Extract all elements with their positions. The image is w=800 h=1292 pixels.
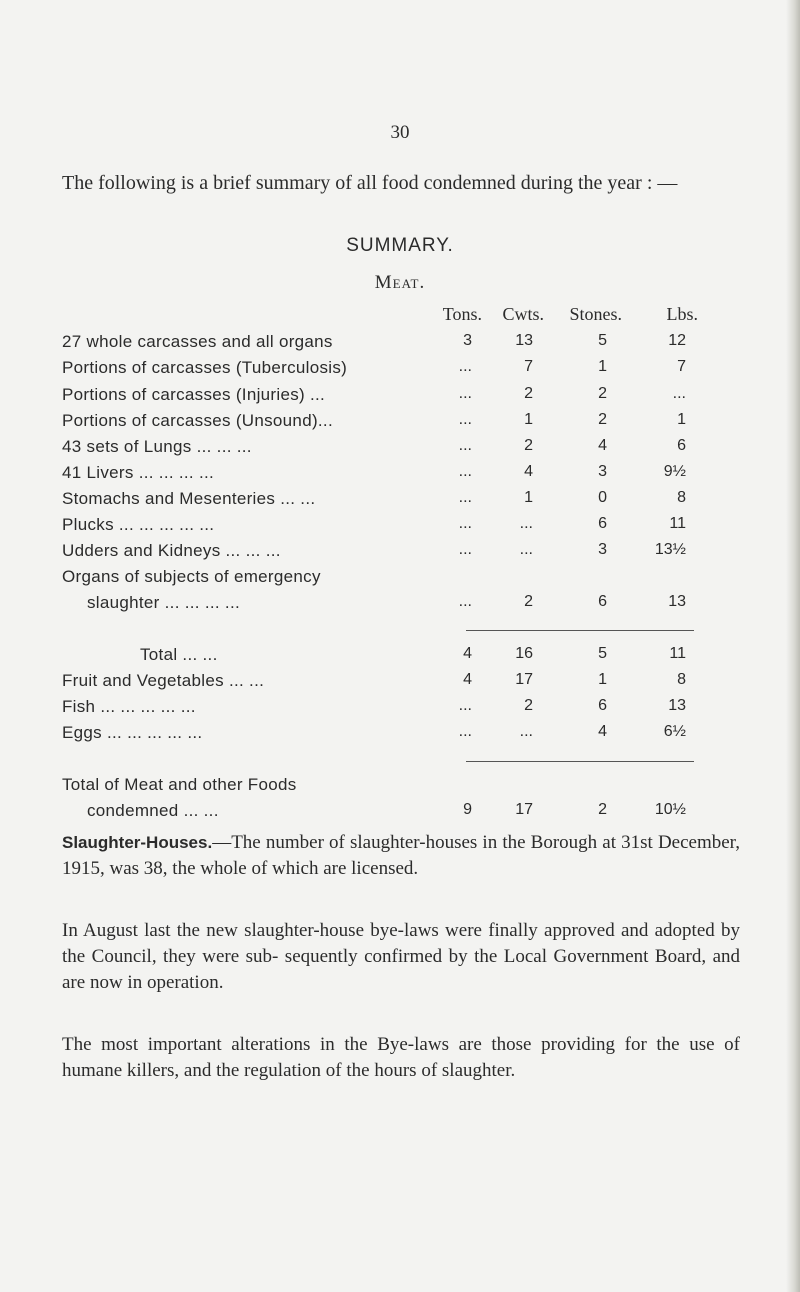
cell-tons: ... (458, 489, 472, 506)
row-label: Total ... ... (140, 645, 218, 664)
table-row (0, 411, 800, 437)
row-label: 43 sets of Lungs ... ... ... (62, 437, 252, 456)
row-label: Plucks ... ... ... ... ... (62, 515, 215, 534)
cell-cwts: 1 (524, 411, 533, 428)
cell-stones: 6 (598, 515, 607, 532)
cell-lbs: 10½ (654, 801, 686, 818)
cell-cwts: 4 (524, 463, 533, 480)
meat-heading: Meat. (374, 272, 426, 293)
cell-lbs: 7 (677, 358, 686, 375)
cell-stones: 3 (598, 463, 607, 480)
slaughter-houses-heading: Slaughter-Houses. (62, 833, 213, 852)
cell-lbs: 6½ (663, 723, 686, 740)
cell-cwts: 17 (515, 671, 533, 688)
intro-paragraph: The following is a brief summary of all food condemned during the year : — (62, 172, 678, 194)
cell-tons: ... (458, 385, 472, 402)
row-label: Fish ... ... ... ... ... (62, 697, 196, 716)
row-label: Fruit and Vegetables ... ... (62, 671, 265, 690)
slaughter-houses-paragraph (62, 830, 740, 882)
row-label: Total of Meat and other Foods (62, 775, 297, 794)
slaughter-houses-text: —The number of slaughter-houses in the Borough at 31st December, 1915, was 38, the whole of which are licensed. (62, 832, 740, 879)
cell-stones: 4 (598, 437, 607, 454)
cell-lbs: 11 (669, 645, 686, 662)
table-row (0, 593, 800, 619)
cell-tons: ... (458, 697, 472, 714)
table-header-row (0, 304, 800, 330)
table-row (0, 567, 800, 593)
cell-stones: 6 (598, 697, 607, 714)
cell-tons: 4 (463, 671, 472, 688)
cell-cwts: 17 (515, 801, 533, 818)
column-header-stones: Stones. (569, 304, 622, 324)
row-label: 27 whole carcasses and all organs (62, 332, 333, 351)
cell-cwts: ... (519, 541, 533, 558)
cell-lbs: 13 (668, 593, 686, 610)
cell-tons: ... (458, 437, 472, 454)
cell-lbs: ... (672, 385, 686, 402)
table-row (0, 515, 800, 541)
cell-cwts: 13 (515, 332, 533, 349)
cell-cwts: 16 (515, 645, 533, 662)
alterations-paragraph: The most important alterations in the Bye-laws are those providing for the use of humane killers, and the regulation of the hours of slaughter. (62, 1034, 740, 1081)
cell-stones: 4 (598, 723, 607, 740)
cell-cwts: 2 (524, 593, 533, 610)
cell-tons: ... (458, 593, 472, 610)
table-row (0, 775, 800, 801)
page-number: 30 (390, 122, 410, 143)
cell-stones: 3 (598, 541, 607, 558)
total-rule (466, 630, 694, 631)
cell-tons: 4 (463, 645, 472, 662)
table-row (0, 671, 800, 697)
table-row (0, 385, 800, 411)
cell-lbs: 8 (677, 671, 686, 688)
bye-laws-paragraph: In August last the new slaughter-house bye-laws were finally approved and adopted by the Council, they were sub- sequently confirmed by the Local Government Board, and are now in operation. (62, 920, 740, 993)
table-row (0, 332, 800, 358)
column-header-tons: Tons. (442, 304, 482, 324)
cell-cwts: ... (519, 723, 533, 740)
table-row (0, 358, 800, 384)
cell-stones: 2 (598, 411, 607, 428)
cell-tons: ... (458, 541, 472, 558)
cell-tons: ... (458, 723, 472, 740)
row-label: slaughter ... ... ... ... (87, 593, 241, 612)
table-row (0, 723, 800, 749)
cell-cwts: 2 (524, 697, 533, 714)
cell-lbs: 13½ (654, 541, 686, 558)
cell-lbs: 12 (668, 332, 686, 349)
cell-stones: 2 (598, 385, 607, 402)
row-label: Portions of carcasses (Injuries) ... (62, 385, 326, 404)
row-label: Organs of subjects of emergency (62, 567, 321, 586)
column-header-cwts: Cwts. (502, 304, 544, 324)
cell-stones: 6 (598, 593, 607, 610)
grand-total-rule (466, 761, 694, 762)
cell-cwts: 7 (524, 358, 533, 375)
table-row (0, 437, 800, 463)
cell-cwts: 2 (524, 385, 533, 402)
table-row (0, 489, 800, 515)
cell-lbs: 13 (668, 697, 686, 714)
table-row-total (0, 645, 800, 671)
cell-cwts: 1 (524, 489, 533, 506)
cell-lbs: 9½ (663, 463, 686, 480)
row-label: Udders and Kidneys ... ... ... (62, 541, 281, 560)
summary-heading: SUMMARY. (346, 235, 454, 256)
cell-stones: 5 (598, 645, 607, 662)
cell-stones: 2 (598, 801, 607, 818)
row-label: Stomachs and Mesenteries ... ... (62, 489, 316, 508)
row-label: 41 Livers ... ... ... ... (62, 463, 215, 482)
column-header-lbs: Lbs. (666, 304, 698, 324)
row-label: condemned ... ... (87, 801, 219, 820)
row-label: Portions of carcasses (Unsound)... (62, 411, 333, 430)
cell-stones: 0 (598, 489, 607, 506)
cell-stones: 1 (598, 671, 607, 688)
cell-tons: ... (458, 463, 472, 480)
cell-stones: 5 (598, 332, 607, 349)
cell-tons: ... (458, 358, 472, 375)
cell-cwts: 2 (524, 437, 533, 454)
cell-cwts: ... (519, 515, 533, 532)
cell-lbs: 6 (677, 437, 686, 454)
table-row-grand-total (0, 801, 800, 827)
cell-tons: ... (458, 411, 472, 428)
cell-stones: 1 (598, 358, 607, 375)
cell-lbs: 11 (669, 515, 686, 532)
cell-lbs: 8 (677, 489, 686, 506)
cell-tons: ... (458, 515, 472, 532)
row-label: Eggs ... ... ... ... ... (62, 723, 203, 742)
cell-tons: 9 (463, 801, 472, 818)
table-row (0, 463, 800, 489)
row-label: Portions of carcasses (Tuberculosis) (62, 358, 348, 377)
cell-lbs: 1 (677, 411, 686, 428)
cell-tons: 3 (463, 332, 472, 349)
table-row (0, 541, 800, 567)
table-row (0, 697, 800, 723)
